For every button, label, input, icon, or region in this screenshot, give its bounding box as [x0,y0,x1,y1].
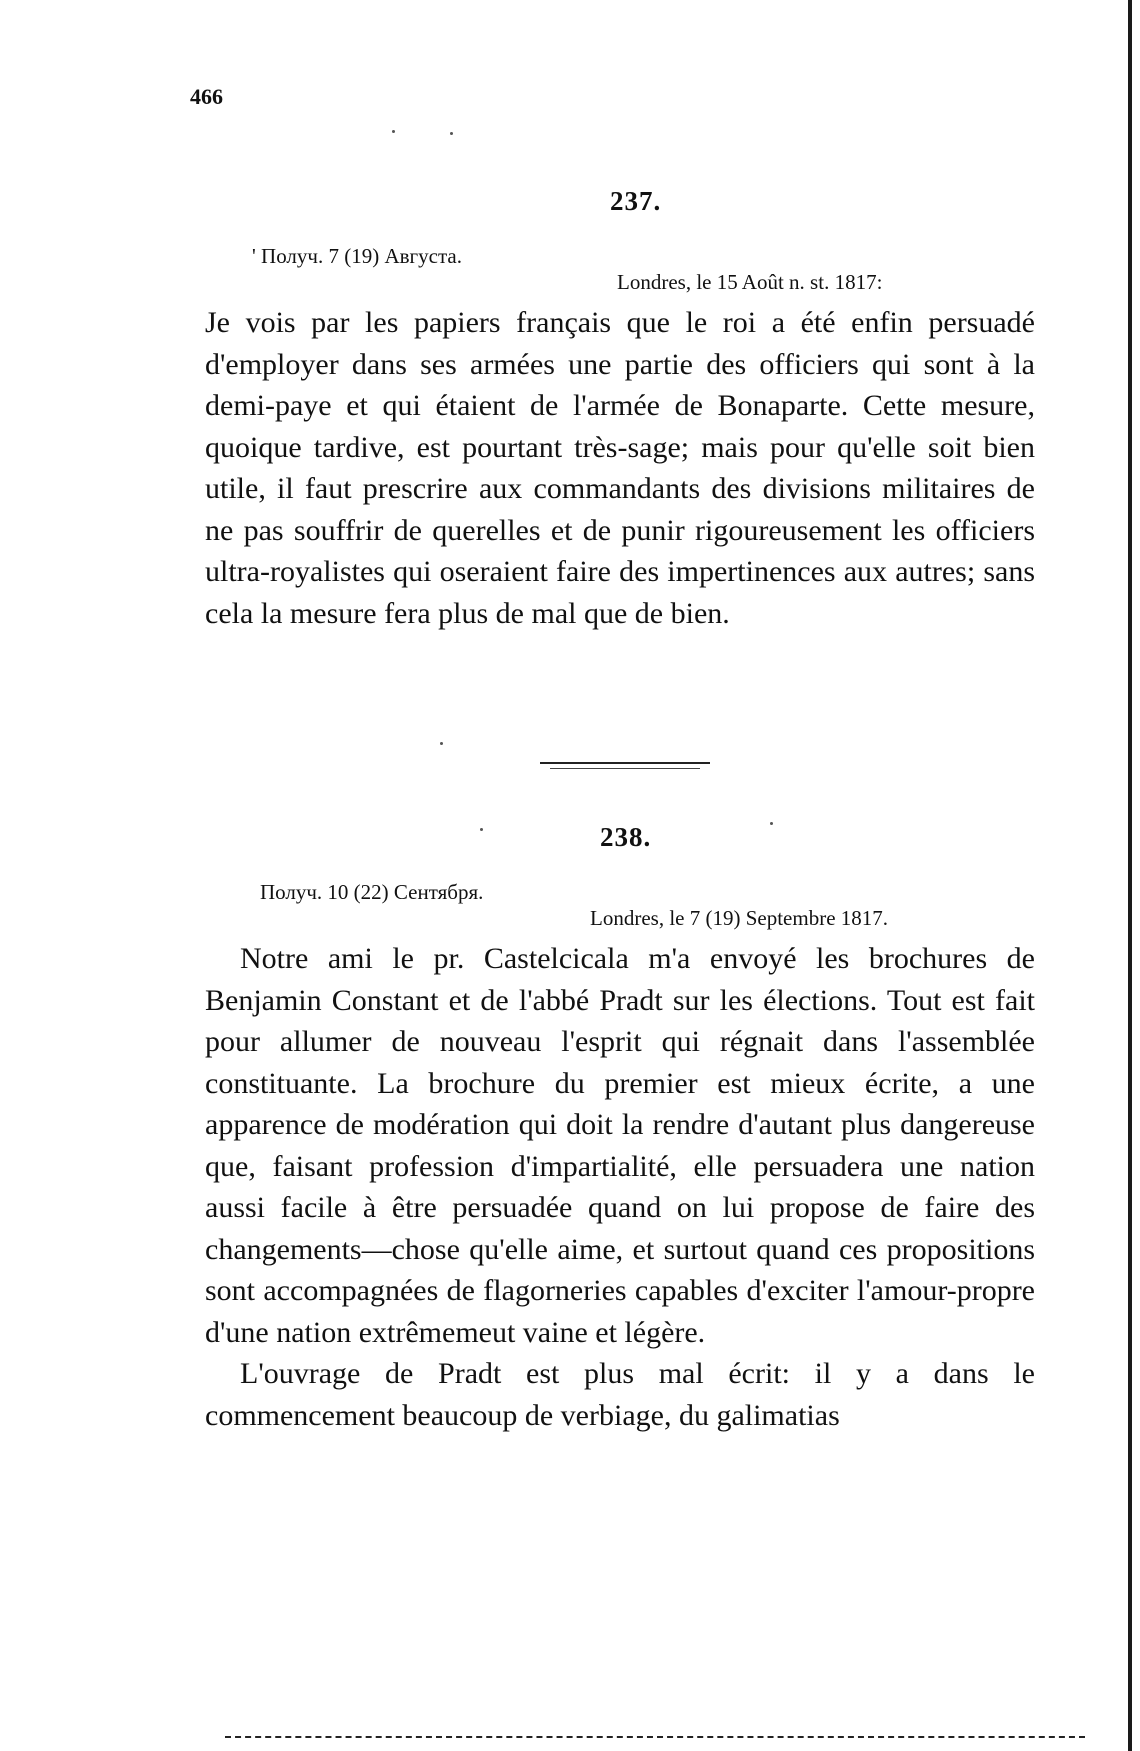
section-divider [540,762,710,764]
paragraph: Je vois par les papiers français que le roi a été enfin persuadé d'employer dans ses armées une partie des officiers qui sont à la demi-paye et qui étaient de l'armée de Bonaparte. Cette mesure, quoique tardive, est pourtant très-sage; mais pour qu'elle soit bien utile, il faut prescrire aux commandants des divisions militaires de ne pas souffrir de querelles et de punir rigoureusement les officiers ultra-royalistes qui oseraient faire des impertinences aux autres; sans cela la mesure fera plus de mal que de bien. [205,306,1035,630]
letter-number: 237. [610,186,662,216]
page-edge-rule [1128,0,1132,1751]
print-speck [440,742,443,745]
paragraph: L'ouvrage de Pradt est plus mal écrit: il y a dans le commencement beaucoup de verbiage, du galimatias [205,1357,1035,1432]
print-speck [480,828,483,831]
letter-body [205,938,1035,1436]
received-note: ' Получ. 7 (19) Августа. [252,244,462,268]
page-bottom-rule [225,1736,1085,1738]
section-divider [550,768,700,769]
letter-number: 238. [600,822,652,852]
letter-body [205,302,1035,634]
dateline: Londres, le 15 Août n. st. 1817: [617,270,883,294]
received-note: Получ. 10 (22) Сентября. [260,880,484,904]
paragraph: Notre ami le pr. Castelcicala m'a envoyé les brochures de Benjamin Constant et de l'abbé Pradt sur les élections. Tout est fait pour allumer de nouveau l'esprit qui régnait dans l'assemblée constituante. La brochure du premier est mieux écrite, a une apparence de modération qui doit la rendre d'autant plus dangereuse que, faisant profession d'impartialité, elle persuadera une nation aussi facile à être persuadée quand on lui propose de faire des changements—chose qu'elle aime, et surtout quand ces propositions sont accompagnées de flagorneries capables d'exciter l'amour-propre d'une nation extrêmemeut vaine et légère. [205,942,1035,1349]
print-speck [450,132,453,135]
print-speck [770,822,773,825]
print-speck [392,130,395,133]
dateline: Londres, le 7 (19) Septembre 1817. [590,906,889,930]
page-number: 466 [190,84,223,109]
